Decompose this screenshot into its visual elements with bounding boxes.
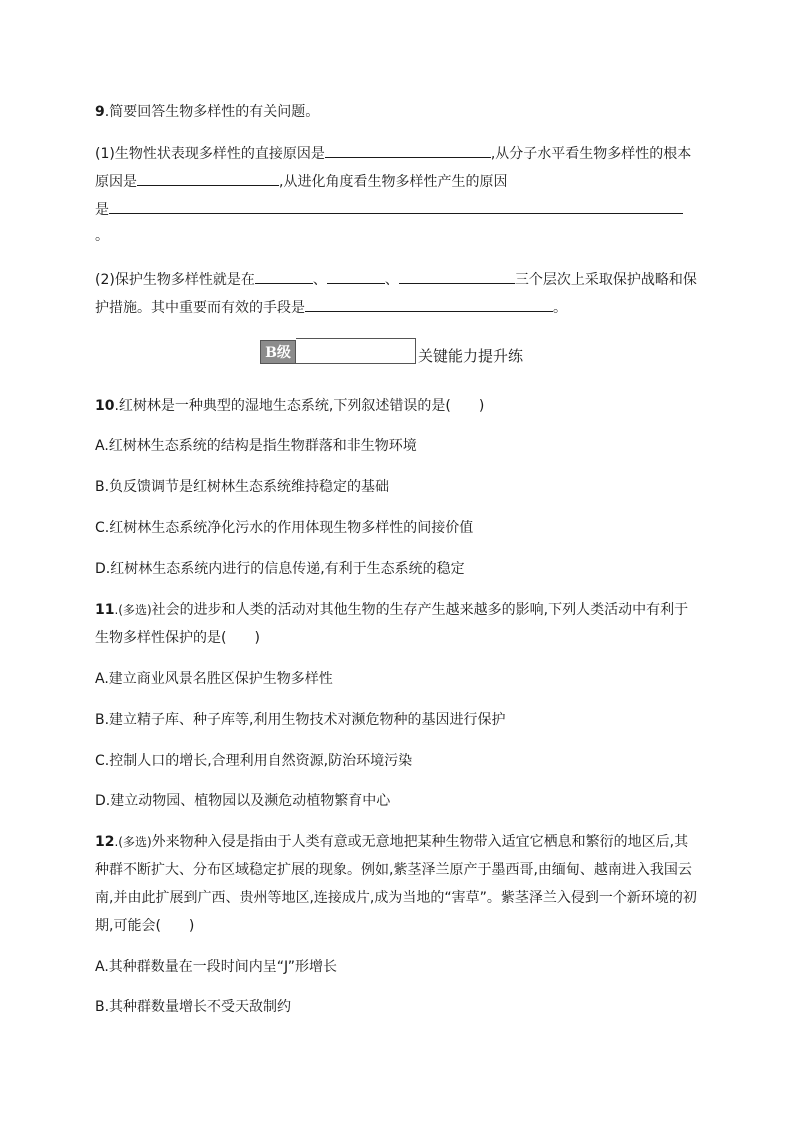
q9-part2-text-c: 护措施。其中重要而有效的手段是 [95, 300, 305, 316]
q12-stem-line1 [95, 832, 688, 852]
answer-blank[interactable] [327, 268, 385, 284]
q11-stem-text-1: 社会的进步和人类的活动对其他生物的生存产生越来越多的影响,下列人类活动中有利于 [151, 602, 689, 618]
multi-select-tag: .(多选) [114, 603, 152, 617]
q9-part2-text-d: 。 [553, 300, 567, 316]
answer-blank[interactable] [325, 142, 491, 158]
separator: 、 [384, 272, 399, 288]
answer-blank[interactable] [137, 170, 279, 186]
question-number: 11 [95, 602, 115, 618]
q9-stem-text: .简要回答生物多样性的有关问题。 [104, 104, 320, 120]
q12-stem-line3: 南,并由此扩展到广西、贵州等地区,连接成片,成为当地的“害草”。紫茎泽兰入侵到一个新环境的初 [95, 890, 697, 906]
q11-stem-line2: 生物多样性保护的是( ) [95, 630, 260, 646]
q10-option-a[interactable]: A.红树林生态系统的结构是指生物群落和非生物环境 [95, 438, 417, 454]
q9-part2-text-b: 三个层次上采取保护战略和保 [514, 272, 697, 288]
answer-blank[interactable] [255, 268, 313, 284]
q9-part2-line1 [95, 268, 697, 288]
q12-option-b[interactable]: B.其种群数量增长不受天敌制约 [95, 999, 292, 1015]
q12-stem-line2: 种群不断扩大、分布区域稳定扩展的现象。例如,紫茎泽兰原产于墨西哥,由缅甸、越南进入我国云 [95, 862, 692, 878]
answer-blank[interactable] [109, 198, 683, 214]
q9-part1-text-b: ,从分子水平看生物多样性的根本 [490, 146, 692, 162]
q11-option-a[interactable]: A.建立商业风景名胜区保护生物多样性 [95, 671, 333, 687]
question-number: 9 [95, 104, 105, 120]
q11-option-c[interactable]: C.控制人口的增长,合理利用自然资源,防治环境污染 [95, 753, 413, 769]
question-number: 12 [95, 834, 115, 850]
q12-option-a[interactable]: A.其种群数量在一段时间内呈“J”形增长 [95, 959, 337, 975]
section-title: 关键能力提升练 [418, 347, 524, 365]
q12-stem-text-1: 外来物种入侵是指由于人类有意或无意地把某种生物带入适宜它栖息和繁衍的地区后,其 [151, 834, 689, 850]
q9-stem [95, 102, 319, 122]
answer-blank[interactable] [305, 296, 553, 312]
q9-part1-text-a: (1)生物性状表现多样性的直接原因是 [95, 146, 325, 162]
q9-part1-text-e: 是 [95, 202, 109, 218]
q9-part1-text-d: ,从进化角度看生物多样性产生的原因 [279, 174, 508, 190]
q9-part2-line2 [95, 296, 567, 316]
q10-stem [95, 396, 484, 416]
q10-option-b[interactable]: B.负反馈调节是红树林生态系统维持稳定的基础 [95, 479, 390, 495]
section-header [260, 338, 523, 364]
separator: 、 [312, 272, 327, 288]
section-header-box [296, 338, 416, 364]
q9-part1-line4 [95, 226, 109, 246]
q11-stem-line1 [95, 600, 688, 620]
q9-part1-text-f: 。 [95, 228, 109, 244]
q10-option-d[interactable]: D.红树林生态系统内进行的信息传递,有利于生态系统的稳定 [95, 561, 465, 577]
q12-stem-line4: 期,可能会( ) [95, 918, 195, 934]
q9-part1-line3 [95, 198, 683, 218]
q10-option-c[interactable]: C.红树林生态系统净化污水的作用体现生物多样性的间接价值 [95, 520, 474, 536]
q11-option-b[interactable]: B.建立精子库、种子库等,利用生物技术对濒危物种的基因进行保护 [95, 712, 506, 728]
answer-blank[interactable] [399, 268, 515, 284]
q9-part1-line1 [95, 142, 691, 162]
level-badge: B级 [260, 340, 296, 364]
q9-part1-line2 [95, 170, 507, 190]
question-number: 10 [95, 398, 115, 414]
q11-option-d[interactable]: D.建立动物园、植物园以及濒危动植物繁育中心 [95, 793, 391, 809]
q9-part1-text-c: 原因是 [95, 174, 137, 190]
q9-part2-text-a: (2)保护生物多样性就是在 [95, 272, 255, 288]
q10-stem-text: .红树林是一种典型的湿地生态系统,下列叙述错误的是( ) [114, 398, 485, 414]
multi-select-tag: .(多选) [114, 835, 152, 849]
